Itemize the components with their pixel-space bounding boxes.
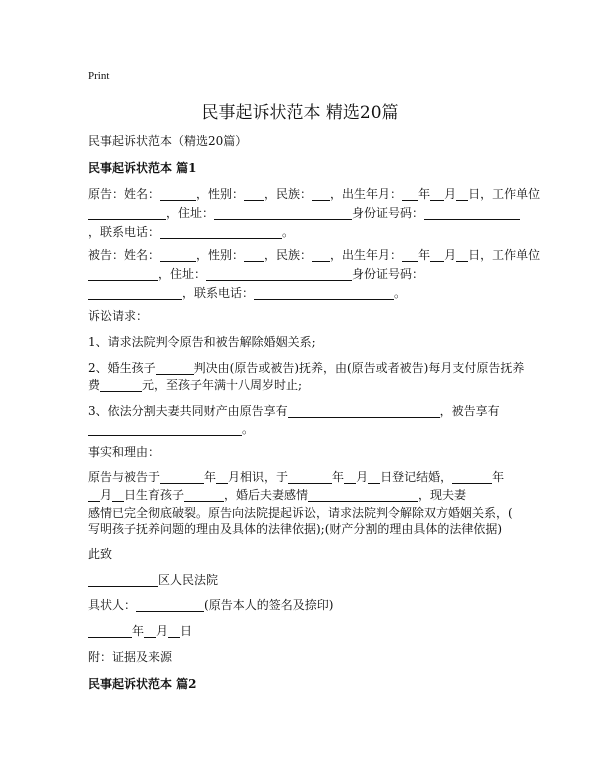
text: 具状人： <box>88 598 137 612</box>
defendant-property-blank <box>88 421 242 436</box>
text: 身份证号码： <box>352 267 425 281</box>
text: 年 <box>332 470 345 484</box>
court-line <box>88 569 528 591</box>
address-blank <box>206 266 352 281</box>
text: 月相识，于 <box>228 470 289 484</box>
text: ，出生年月： <box>330 187 403 201</box>
text: 年 <box>204 470 217 484</box>
month-blank <box>430 186 444 201</box>
plaintiff-property-blank <box>288 403 440 418</box>
employer-blank <box>88 266 158 281</box>
text: ，性别： <box>196 248 245 262</box>
year-blank <box>88 623 132 638</box>
id-number-blank <box>424 205 520 220</box>
text: ，婚后夫妻感情 <box>224 488 309 502</box>
text: 日生育孩子 <box>124 488 185 502</box>
text: 日，工作单位 <box>468 248 541 262</box>
signer-line <box>88 594 528 616</box>
text: 月 <box>356 470 369 484</box>
date-line <box>88 620 528 642</box>
text: 月 <box>100 488 113 502</box>
defendant-line-3 <box>88 282 528 304</box>
child-name-blank <box>156 360 194 375</box>
text: 被告：姓名： <box>88 248 161 262</box>
text: 3、依法分割夫妻共同财产由原告享有 <box>88 404 288 418</box>
amount-blank <box>100 377 142 392</box>
text: ，住址： <box>158 267 207 281</box>
day-blank <box>456 186 468 201</box>
text: 区人民法院 <box>158 573 219 587</box>
text: ，联系电话： <box>182 286 255 300</box>
blank <box>452 469 492 484</box>
text: ，联系电话： <box>88 225 161 239</box>
blank <box>88 487 100 502</box>
document-title: 民事起诉状范本 精选20篇 <box>201 103 399 123</box>
phone-blank <box>160 224 282 239</box>
text: 判决由(原告或被告)抚养，由(原告或者被告)每月支付原告抚养 <box>193 361 525 375</box>
text: 元，至孩子年满十八周岁时止; <box>142 378 303 392</box>
gender-blank <box>244 186 264 201</box>
text: ，被告享有 <box>439 404 500 418</box>
text: ，出生年月： <box>330 248 403 262</box>
text: 日 <box>180 624 193 638</box>
blank <box>288 469 332 484</box>
phone-blank <box>254 285 394 300</box>
print-link[interactable]: Print <box>88 70 110 82</box>
text: 日登记结婚， <box>380 470 453 484</box>
day-blank <box>168 623 180 638</box>
month-blank <box>430 247 444 262</box>
blank <box>112 487 124 502</box>
address-blank <box>214 205 352 220</box>
facts-line-3: 感情已完全彻底破裂。原告向法院提起诉讼，请求法院判令解除双方婚姻关系，( <box>88 506 513 520</box>
gender-blank <box>244 247 264 262</box>
closing: 此致 <box>88 547 113 561</box>
text: 月 <box>156 624 169 638</box>
attachment: 附：证据及来源 <box>88 650 173 664</box>
blank <box>216 469 228 484</box>
name-blank <box>160 247 196 262</box>
text: ，住址： <box>166 206 215 220</box>
text: 月 <box>444 187 457 201</box>
text: 年 <box>132 624 145 638</box>
ethnicity-blank <box>312 247 330 262</box>
blank <box>368 469 380 484</box>
text: 原告：姓名： <box>88 187 161 201</box>
blank <box>308 487 418 502</box>
facts-heading: 事实和理由： <box>88 445 161 459</box>
name-blank <box>160 186 196 201</box>
text: (原告本人的签名及捺印) <box>204 598 334 612</box>
text: 。 <box>282 225 295 239</box>
blank <box>184 487 224 502</box>
blank <box>160 469 204 484</box>
text: 费 <box>88 378 101 392</box>
facts-line-4: 写明孩子抚养问题的理由及具体的法律依据);(财产分割的理由具体的法律依据) <box>88 522 503 536</box>
text: 身份证号码： <box>352 206 425 220</box>
ethnicity-blank <box>312 186 330 201</box>
document-subtitle: 民事起诉状范本（精选20篇） <box>88 134 248 148</box>
text: 年 <box>492 470 505 484</box>
blank <box>344 469 356 484</box>
text: ，现夫妻 <box>418 488 467 502</box>
text: 。 <box>242 422 255 436</box>
text: 年 <box>418 187 431 201</box>
claim-1: 1、请求法院判令原告和被告解除婚姻关系; <box>88 335 316 349</box>
text: ，性别： <box>196 187 245 201</box>
day-blank <box>456 247 468 262</box>
text: 。 <box>394 286 407 300</box>
employer-blank <box>88 205 166 220</box>
text: 2、婚生孩子 <box>88 361 156 375</box>
year-blank <box>402 247 418 262</box>
text: ，民族： <box>264 187 313 201</box>
section1-heading: 民事起诉状范本 篇1 <box>88 161 197 175</box>
text: 月 <box>444 248 457 262</box>
text: 原告与被告于 <box>88 470 161 484</box>
text: ，民族： <box>264 248 313 262</box>
section2-heading: 民事起诉状范本 篇2 <box>88 677 197 691</box>
id-number-blank <box>88 285 182 300</box>
text: 日，工作单位 <box>468 187 541 201</box>
district-blank <box>88 572 158 587</box>
year-blank <box>402 186 418 201</box>
claims-heading: 诉讼请求： <box>88 309 149 323</box>
plaintiff-line-3 <box>88 221 528 243</box>
claim-3-line-2 <box>88 418 528 440</box>
signature-blank <box>136 597 204 612</box>
text: 年 <box>418 248 431 262</box>
claim-2-line-2 <box>88 374 528 396</box>
month-blank <box>144 623 156 638</box>
